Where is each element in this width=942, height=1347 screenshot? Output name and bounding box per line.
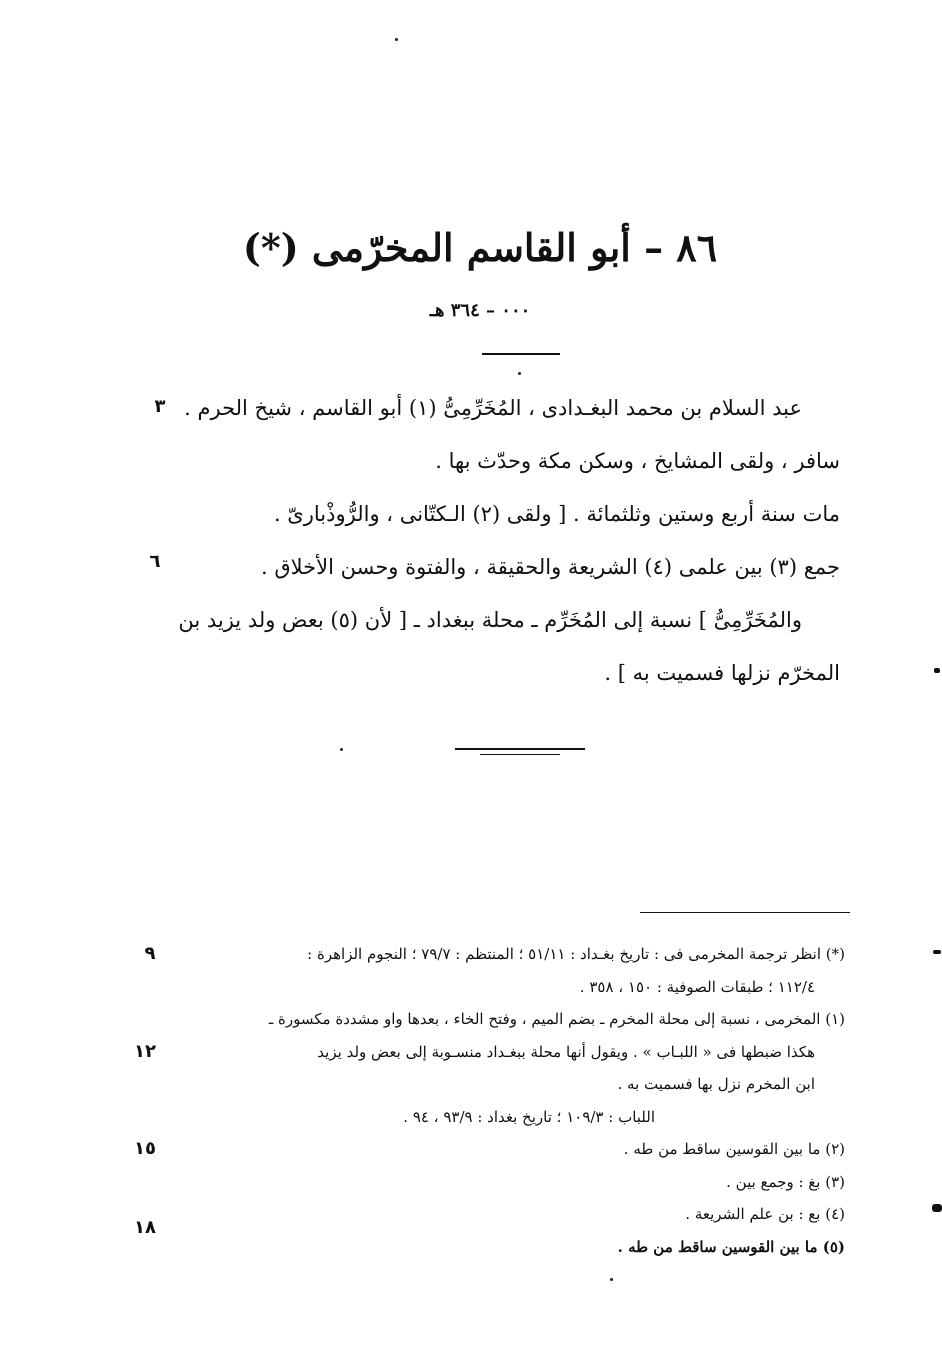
scan-speck xyxy=(340,748,343,751)
body-line: مات سنة أربع وستين وثلثمائة . [ ولقى (٢) الـكتّانى ، والرُّوذْبارىّ . xyxy=(273,502,840,526)
entry-body xyxy=(140,382,840,700)
footnote-line: ١١٢/٤ ؛ طبقات الصوفية : ١٥٠ ، ٣٥٨ . xyxy=(579,977,815,996)
line-number: ٣ xyxy=(154,396,166,417)
section-end-rule xyxy=(480,754,560,755)
body-line: والمُخَرِّمِىُّ ] نسبة إلى المُخَرِّم ـ محلة ببغداد ـ [ لأن (٥) بعض ولد يزيد بن xyxy=(178,608,802,632)
footnote-divider xyxy=(640,912,850,913)
footnote-line: ابن المخرم نزل بها فسميت به . xyxy=(617,1075,815,1093)
scan-edge-mark xyxy=(933,950,941,954)
scan-edge-mark xyxy=(934,668,940,673)
footnotes xyxy=(195,938,845,1263)
body-line: عبد السلام بن محمد البغـدادى ، المُخَرِّمِىُّ (١) أبو القاسم ، شيخ الحرم . xyxy=(184,396,802,420)
footnote-line: (٤) بع : بن علم الشريعة . xyxy=(685,1205,845,1223)
line-number: ١٨ xyxy=(134,1217,156,1238)
scan-speck xyxy=(518,372,521,375)
body-line: سافر ، ولقى المشايخ ، وسكن مكة وحدّث بها . xyxy=(435,449,840,473)
footnote-line: (١) المخرمى ، نسبة إلى محلة المخرم ـ بضم الميم ، وفتح الخاء ، بعدها واو مشددة مكسورة ـ xyxy=(268,1010,845,1028)
body-line: المخرّم نزلها فسميت به ] . xyxy=(604,661,840,685)
footnote-line: (٢) ما بين القوسين ساقط من طه . xyxy=(623,1140,845,1158)
line-number: ٦ xyxy=(149,551,161,572)
footnote-line: (٣) بغ : وجمع بين . xyxy=(726,1172,845,1191)
footnote-line: (٥) ما بين القوسين ساقط من طه . xyxy=(617,1237,845,1256)
footnote-line: (*) انظر ترجمة المخرمى فى : تاريخ بغـداد : ٥١/١١ ؛ المنتظم : ٧٩/٧ ؛ النجوم الزاهرة : xyxy=(307,945,845,963)
scan-speck xyxy=(395,38,398,41)
footnote-line: هكذا ضبطها فى « اللبـاب » . ويقول أنها محلة ببغـداد منسـوبة إلى بعض ولد يزيد xyxy=(317,1042,815,1061)
scan-speck xyxy=(610,1278,613,1281)
title-divider xyxy=(482,353,560,355)
entry-title: ٨٦ – أبو القاسم المخرّمى (*) xyxy=(242,225,718,270)
scan-edge-mark xyxy=(932,1204,942,1212)
section-end-rule xyxy=(455,748,585,750)
footnote-line: اللباب : ١٠٩/٣ ؛ تاريخ بغداد : ٩٣/٩ ، ٩٤ . xyxy=(403,1107,655,1126)
entry-dates: ٠٠٠ – ٣٦٤ هـ xyxy=(429,300,531,321)
line-number: ١٥ xyxy=(134,1138,156,1159)
line-number: ٩ xyxy=(144,943,156,964)
line-number: ١٢ xyxy=(134,1041,156,1062)
body-line: جمع (٣) بين علمى (٤) الشريعة والحقيقة ، والفتوة وحسن الأخلاق . xyxy=(260,555,840,579)
